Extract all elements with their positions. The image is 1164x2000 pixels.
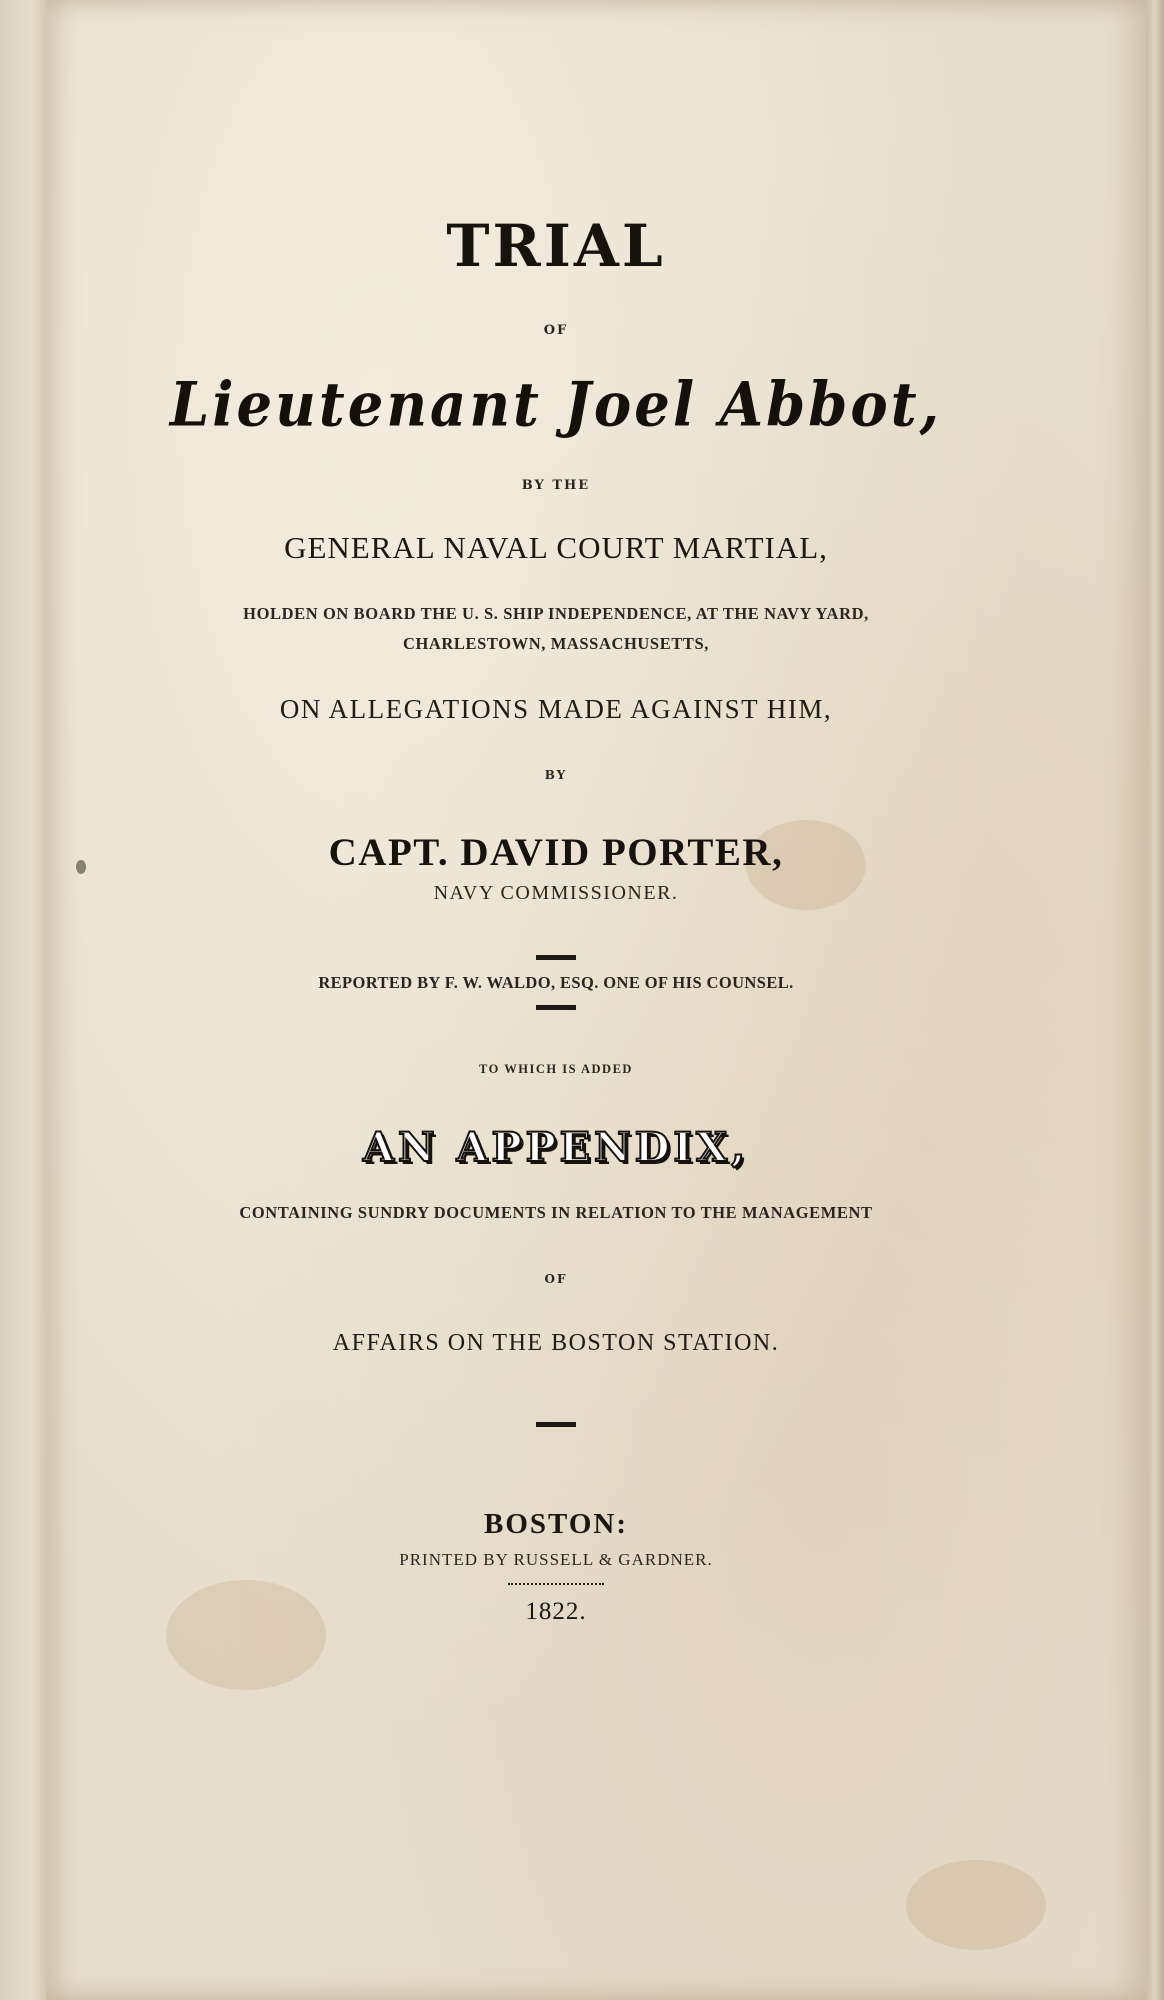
allegations-line: ON ALLEGATIONS MADE AGAINST HIM, xyxy=(279,694,833,724)
imprint-year: 1822. xyxy=(525,1598,587,1625)
appendix-description: CONTAINING SUNDRY DOCUMENTS IN RELATION TO THE MANAGEMENT xyxy=(239,1203,873,1222)
imprint-place: BOSTON: xyxy=(483,1508,628,1540)
foxing-stain xyxy=(166,1580,326,1690)
court-name: GENERAL NAVAL COURT MARTIAL, xyxy=(284,530,828,565)
affairs-line: AFFAIRS ON THE BOSTON STATION. xyxy=(332,1330,780,1356)
dotted-rule xyxy=(508,1583,604,1585)
background-edge xyxy=(1146,0,1164,2000)
title-page xyxy=(46,0,1152,2000)
imprint-printer: PRINTED BY RUSSELL & GARDNER. xyxy=(399,1550,713,1569)
appendix-heading: AN APPENDIX, xyxy=(362,1124,750,1171)
to-which-added: TO WHICH IS ADDED xyxy=(479,1062,633,1076)
venue-line-2: CHARLESTOWN, MASSACHUSETTS, xyxy=(402,634,710,653)
accuser-title: NAVY COMMISSIONER. xyxy=(433,882,679,904)
defendant-name: Lieutenant Joel Abbot, xyxy=(169,369,943,441)
divider-rule xyxy=(536,1422,576,1427)
foxing-stain xyxy=(906,1860,1046,1950)
venue-line-1: HOLDEN ON BOARD THE U. S. SHIP INDEPENDENCE, AT THE NAVY YARD, xyxy=(243,604,869,623)
by-the-connector: BY THE xyxy=(521,478,591,493)
of-connector: OF xyxy=(543,323,569,338)
accuser-name: CAPT. DAVID PORTER, xyxy=(328,831,784,874)
main-title: TRIAL xyxy=(446,212,666,280)
of-connector-2: OF xyxy=(544,1272,568,1286)
divider-rule xyxy=(536,1005,576,1010)
reporter-line: REPORTED BY F. W. WALDO, ESQ. ONE OF HIS COUNSEL. xyxy=(318,973,794,992)
by-connector: BY xyxy=(544,768,568,782)
divider-rule xyxy=(536,955,576,960)
